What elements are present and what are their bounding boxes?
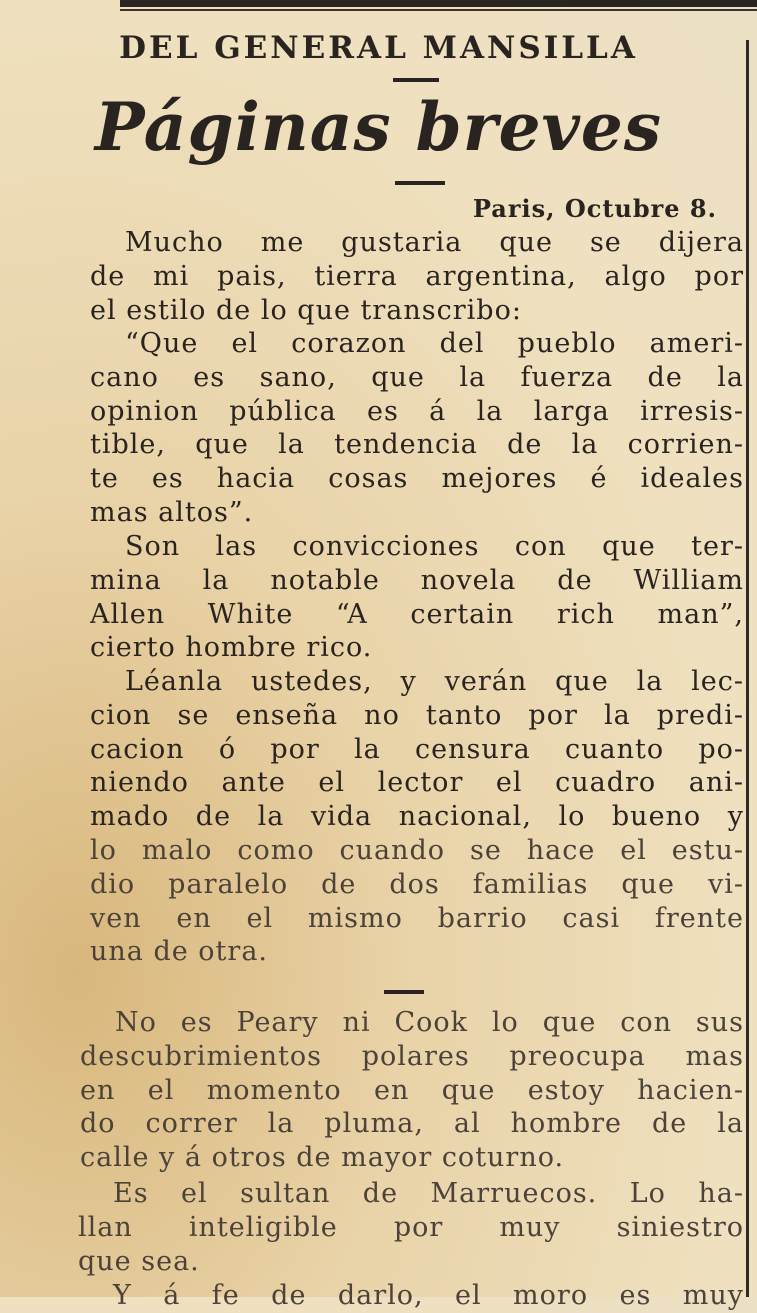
text-line: Es el sultan de Marruecos. Lo ha-: [113, 1178, 744, 1209]
section-separator-dash: [384, 990, 424, 994]
text-line: de mi pais, tierra argentina, algo por: [90, 260, 744, 292]
text-line: “Que el corazon del pueblo ameri-: [125, 328, 744, 359]
article-paragraph: [90, 530, 744, 665]
text-line: tible, que la tendencia de la corrien-: [90, 429, 744, 461]
article-paragraph: [90, 226, 744, 327]
article-paragraph: [90, 327, 744, 530]
column-rule: [746, 40, 749, 1297]
text-line: mado de la vida nacional, lo bueno y: [90, 801, 744, 833]
text-line: llan inteligible por muy siniestro: [78, 1211, 744, 1243]
text-line: dio paralelo de dos familias que vi-: [90, 868, 744, 900]
text-line: cierto hombre rico.: [90, 632, 373, 664]
separator-dash: [395, 181, 445, 185]
top-border-rule: [120, 0, 757, 7]
text-line: ven en el mismo barrio casi frente: [90, 902, 744, 934]
text-line: que sea.: [78, 1245, 200, 1277]
article-paragraph: [78, 1177, 744, 1278]
text-line: Allen White “A certain rich man”,: [90, 598, 744, 630]
text-line: cion se enseña no tanto por la predi-: [90, 699, 744, 731]
article-paragraph: [90, 665, 744, 969]
kicker-heading: DEL GENERAL MANSILLA: [119, 30, 638, 66]
text-line: descubrimientos polares preocupa mas: [80, 1040, 744, 1072]
text-line: te es hacia cosas mejores é ideales: [90, 463, 744, 495]
text-line: Mucho me gustaria que se dijera: [125, 227, 744, 258]
text-line: Son las convicciones con que ter-: [125, 531, 744, 562]
text-line: cacion ó por la censura cuanto po-: [90, 733, 744, 765]
text-line: cano es sano, que la fuerza de la: [90, 361, 744, 393]
article-paragraph: [78, 1279, 744, 1313]
text-line: No es Peary ni Cook lo que con sus: [115, 1007, 744, 1038]
text-line: el estilo de lo que transcribo:: [90, 294, 522, 326]
text-line: opinion pública es á la larga irresis-: [90, 395, 744, 427]
dateline: Paris, Octubre 8.: [472, 194, 717, 223]
text-line: calle y á otros de mayor coturno.: [80, 1142, 565, 1174]
text-line: niendo ante el lector el cuadro ani-: [90, 767, 744, 799]
text-line: mina la notable novela de William: [90, 564, 744, 596]
text-line: lo malo como cuando se hace el estu-: [90, 834, 744, 866]
text-line: Y á fe de darlo, el moro es muy: [113, 1280, 744, 1311]
text-line: en el momento en que estoy hacien-: [80, 1074, 744, 1106]
headline: Páginas breves: [94, 88, 663, 166]
text-line: Léanla ustedes, y verán que la lec-: [125, 666, 744, 697]
article-paragraph: [80, 1006, 744, 1175]
text-line: una de otra.: [90, 936, 268, 968]
separator-dash: [393, 78, 439, 82]
text-line: do correr la pluma, al hombre de la: [80, 1108, 744, 1140]
text-line: mas altos”.: [90, 496, 254, 528]
